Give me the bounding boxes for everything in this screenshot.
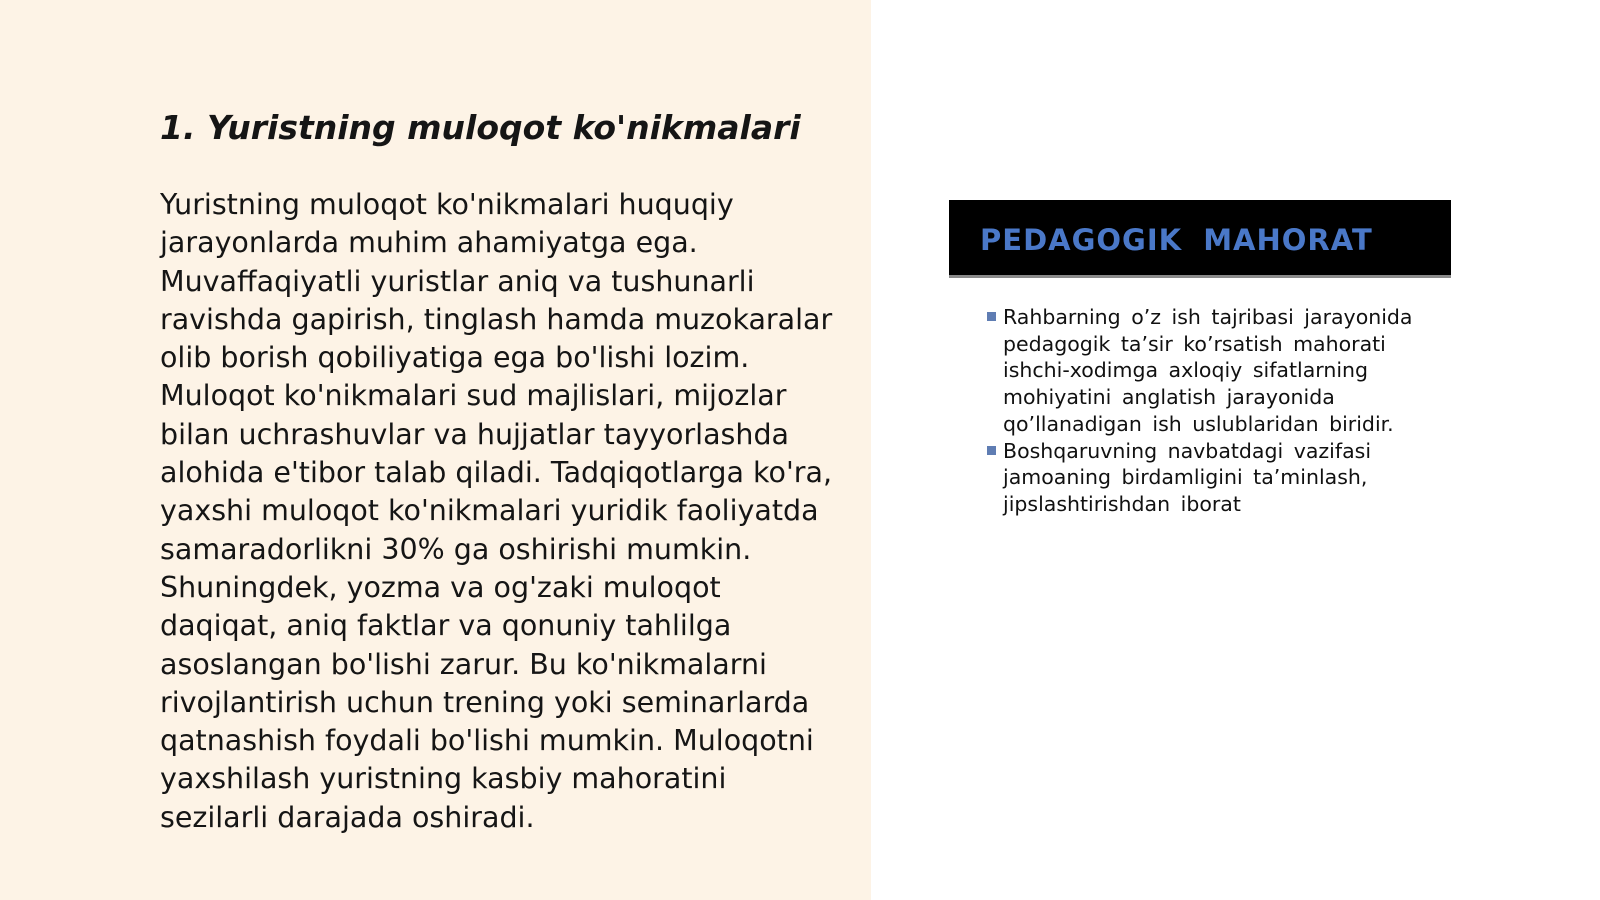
list-item [987,304,1427,438]
image-bullet-list [987,304,1427,518]
bullet-text: Boshqaruvning navbatdagi vazifasi jamoaning birdamligini ta’minlash, jipslashtirishdan iborat [1003,438,1372,516]
square-bullet-icon [987,446,996,455]
image-banner [949,200,1451,278]
slide-title: 1. Yuristning muloqot ko'nikmalari [160,108,801,147]
square-bullet-icon [987,312,996,321]
list-item [987,438,1427,518]
bullet-text: Rahbarning o’z ish tajribasi jarayonida pedagogik ta’sir ko’rsatish mahorati ishchi-xodimga axloqiy sifatlarning mohiyatini anglatish jarayonida qo’llanadigan ish uslublaridan biridir. [1003,305,1413,436]
pedagogik-mahorat-image [949,200,1451,550]
slide-body-text: Yuristning muloqot ko'nikmalari huquqiy jarayonlarda muhim ahamiyatga ega. Muvaffaqiyatli yuristlar aniq va tushunarli ravishda gapirish, tinglash hamda muzokaralar olib borish qobiliyatiga ega bo'lishi lozim. Muloqot ko'nikmalari sud majlislari, mijozlar bilan uchrashuvlar va hujjatlar tayyorlashda alohida e'tibor talab qiladi. Tadqiqotlarga ko'ra, yaxshi muloqot ko'nikmalari yuridik faoliyatda samaradorlikni 30% ga oshirishi mumkin. Shuningdek, yozma va og'zaki muloqot daqiqat, aniq faktlar va qonuniy tahlilga asoslangan bo'lishi zarur. Bu ko'nikmalarni rivojlantirish uchun trening yoki seminarlarda qatnashish foydali bo'lishi mumkin. Muloqotni yaxshilash yuristning kasbiy mahoratini sezilarli darajada oshiradi. [160,188,833,834]
banner-title: PEDAGOGIK MAHORAT [980,223,1373,257]
